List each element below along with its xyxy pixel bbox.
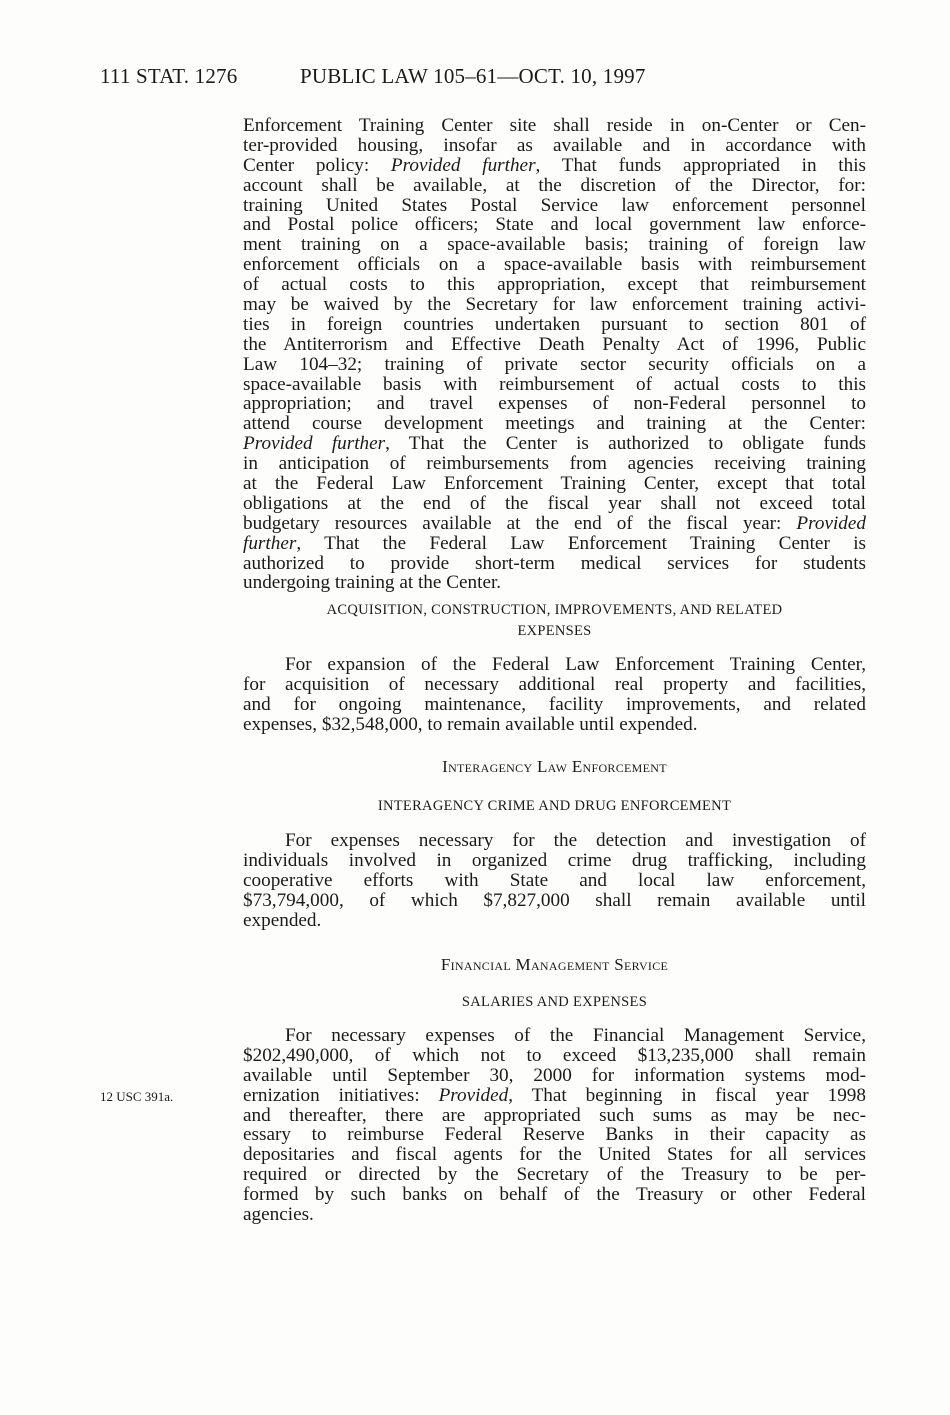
text-line: enforcement officials on a space-available basis with reimbursement <box>243 254 866 276</box>
text-line: and thereafter, there are appropriated such sums as may be nec- <box>243 1104 866 1126</box>
text-line: authorized to provide short-term medical services for students <box>243 552 866 574</box>
heading-acquisition-line1: ACQUISITION, CONSTRUCTION, IMPROVEMENTS, AND RELATED <box>326 602 783 618</box>
text-line: account shall be available, at the discretion of the Director, for: <box>243 174 866 196</box>
text-line: attend course development meetings and training at the Center: <box>243 413 866 435</box>
text-line: Enforcement Training Center site shall reside in on-Center or Cen- <box>243 115 866 136</box>
text-line: space-available basis with reimbursement of actual costs to this <box>243 373 866 395</box>
text-line: obligations at the end of the fiscal year shall not exceed total <box>243 492 866 514</box>
text-line: individuals involved in organized crime drug trafficking, including <box>243 849 866 871</box>
text-line: ernization initiatives: Provided, That beginning in fiscal year 1998 <box>243 1084 866 1106</box>
text-line: and for ongoing maintenance, facility improvements, and related <box>243 693 866 715</box>
text-line: at the Federal Law Enforcement Training Center, except that total <box>243 473 866 495</box>
text-line: available until September 30, 2000 for information systems mod- <box>243 1064 866 1086</box>
paragraph-acquisition <box>243 655 866 735</box>
text-line: For expansion of the Federal Law Enforcement Training Center, <box>285 654 866 675</box>
text-line: Law 104–32; training of private sector security officials on a <box>243 353 866 375</box>
text-line: appropriation; and travel expenses of non-Federal personnel to <box>243 393 866 415</box>
paragraph-fms-salaries <box>243 1026 866 1225</box>
text-line: undergoing training at the Center. <box>243 572 502 594</box>
text-line: $73,794,000, of which $7,827,000 shall remain available until <box>243 889 866 911</box>
heading-acquisition-line2: EXPENSES <box>517 623 592 639</box>
heading-salaries-expenses: SALARIES AND EXPENSES <box>461 994 648 1010</box>
text-line: Provided further, That the Center is authorized to obligate funds <box>243 433 867 455</box>
text-line: depositaries and fiscal agents for the United States for all services <box>243 1144 866 1166</box>
italic-text: further <box>243 532 297 554</box>
paragraph-crime-drug <box>243 831 866 930</box>
text-line: agencies. <box>243 1204 314 1226</box>
text-line: cooperative efforts with State and local law enforcement, <box>243 869 866 891</box>
text-line: For expenses necessary for the detection and investigation of <box>285 830 866 851</box>
text-line: of actual costs to this appropriation, except that reimbursement <box>243 274 866 296</box>
text-line: ter-provided housing, insofar as available and in accordance with <box>243 134 866 156</box>
text-line: ment training on a space-available basis; training of foreign law <box>243 234 866 256</box>
text-line: required or directed by the Secretary of the Treasury to be per- <box>243 1164 866 1186</box>
text-line: training United States Postal Service law enforcement personnel <box>243 194 866 216</box>
text-line: and Postal police officers; State and local government law enforce- <box>243 214 866 236</box>
heading-financial-management-service: Financial Management Service <box>440 955 669 974</box>
heading-acquisition <box>243 600 866 642</box>
statute-page-number: 111 STAT. 1276 <box>100 64 238 88</box>
text-line: further, That the Federal Law Enforcement Training Center is <box>243 532 866 554</box>
text-line: expenses, $32,548,000, to remain available until expended. <box>243 713 698 735</box>
margin-note-usc: 12 USC 391a. <box>100 1089 174 1104</box>
text-line: expended. <box>243 909 322 931</box>
text-line: For necessary expenses of the Financial Management Service, <box>285 1025 866 1046</box>
heading-crime-drug-enforcement: INTERAGENCY CRIME AND DRUG ENFORCEMENT <box>377 798 732 814</box>
running-header-title: PUBLIC LAW 105–61—OCT. 10, 1997 <box>300 64 646 88</box>
italic-text: Provided <box>438 1084 509 1106</box>
italic-text: Provided further <box>390 154 536 176</box>
text-line: $202,490,000, of which not to exceed $13,235,000 shall remain <box>243 1044 866 1066</box>
paragraph-training-center <box>243 116 866 593</box>
text-line: in anticipation of reimbursements from agencies receiving training <box>243 453 866 475</box>
heading-interagency-law-enforcement: Interagency Law Enforcement <box>442 757 667 776</box>
text-line: the Antiterrorism and Effective Death Penalty Act of 1996, Public <box>243 333 866 355</box>
italic-text: Provided <box>796 512 866 534</box>
text-line: may be waived by the Secretary for law enforcement training activi- <box>243 294 866 316</box>
text-line: budgetary resources available at the end of the fiscal year: Provided <box>243 512 866 534</box>
text-line: Center policy: Provided further, That funds appropriated in this <box>243 154 867 176</box>
text-line: formed by such banks on behalf of the Treasury or other Federal <box>243 1184 866 1206</box>
text-line: ties in foreign countries undertaken pursuant to section 801 of <box>243 313 866 335</box>
text-line: essary to reimburse Federal Reserve Banks in their capacity as <box>243 1124 866 1146</box>
text-line: for acquisition of necessary additional real property and facilities, <box>243 673 866 695</box>
italic-text: Provided further <box>243 433 386 455</box>
